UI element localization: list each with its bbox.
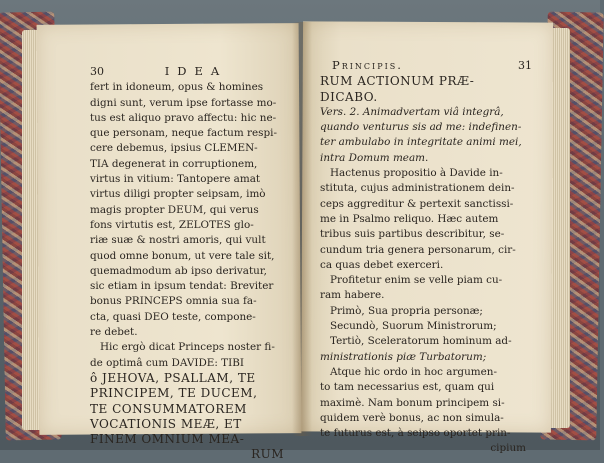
text-line: Hactenus propositio à Davide in- <box>330 167 503 180</box>
text-line: Vers. 2. Animadvertam viâ integrâ, <box>320 105 504 118</box>
text-line: TE CONSUMMATOREM <box>90 401 247 416</box>
text-line: RUM ACTIONUM PRÆ- <box>320 74 475 89</box>
text-line: ministrationis piæ Turbatorum; <box>320 350 487 363</box>
text-line: Tertiò, Sceleratorum hominum ad- <box>330 335 512 348</box>
text-line: ram habere. <box>320 289 385 302</box>
left-running-head <box>90 64 288 79</box>
text-line: cundum tria genera personarum, cir- <box>320 243 516 256</box>
text-line: PRINCIPEM, TE DUCEM, <box>90 386 258 401</box>
text-line: magis propter DEUM, qui verus <box>90 203 259 216</box>
text-line: FINEM OMNIUM MEA- <box>90 432 245 447</box>
text-line: to tam necessarius est, quam qui <box>320 381 495 394</box>
text-line: maximè. Nam bonum principem si- <box>320 396 505 409</box>
text-line: tus est aliquo pravo affectu: hic ne- <box>90 111 277 124</box>
text-line: DICABO. <box>320 89 378 104</box>
text-line: sic etiam in ipsum tendat: Breviter <box>90 280 274 293</box>
text-line: tribus suis partibus describitur, se- <box>320 228 505 241</box>
text-line: re debet. <box>90 326 138 339</box>
text-line: quod omne bonum, ut vere tale sit, <box>90 249 275 262</box>
text-line: VOCATIONIS MEÆ, ET <box>90 416 242 431</box>
text-line: RUM <box>251 447 284 462</box>
text-line: que personam, neque factum respi- <box>90 127 277 140</box>
text-line: ter ambulabo in integritate animi mei, <box>320 136 522 149</box>
text-line: TIA degenerat in corruptionem, <box>90 157 258 170</box>
text-line: Secundò, Suorum Ministrorum; <box>330 320 497 333</box>
page-edges-right <box>550 28 570 428</box>
right-page-number: 31 <box>518 59 532 72</box>
text-line: te futurus est, à seipso oportet prin- <box>320 427 511 440</box>
text-line: me in Psalmo reliquo. Hæc autem <box>320 212 499 225</box>
text-line: ô JEHOVA, PSALLAM, TE <box>90 370 256 385</box>
text-line: fert in idoneum, opus & homines <box>90 81 264 94</box>
text-line: virtus diligi propter seipsam, imò <box>90 188 266 201</box>
left-running-title: IDEA <box>164 64 228 78</box>
text-line: quemadmodum ab ipso derivatur, <box>90 264 267 277</box>
text-line: bonus PRINCEPS omnia sua fa- <box>90 295 257 308</box>
left-page-number: 30 <box>90 65 104 78</box>
text-line: cipium <box>490 442 526 455</box>
text-line: cere debemus, ipsius CLEMEN- <box>90 142 258 155</box>
text-line: virtus in vitium: Tantopere amat <box>90 173 261 186</box>
text-line: ca quas debet exerceri. <box>320 258 444 271</box>
text-line: fons virtutis est, ZELOTES glo- <box>90 218 254 231</box>
right-running-title: Principis. <box>332 58 403 72</box>
text-line: quidem verè bonus, ac non simula- <box>320 411 504 424</box>
text-line: digni sunt, verum ipse fortasse mo- <box>90 96 277 109</box>
text-line: Atque hic ordo in hoc argumen- <box>330 365 497 378</box>
text-line: quando venturus sis ad me: indefinen- <box>320 121 522 134</box>
text-line: ceps aggreditur & pertexit sanctissi- <box>320 197 514 210</box>
right-page-text <box>320 58 532 457</box>
text-line: cta, quasi DEO teste, compone- <box>90 310 256 323</box>
left-page-text <box>90 64 288 463</box>
text-line: de optimâ cum DAVIDE: TIBI <box>90 356 244 369</box>
right-running-head <box>320 58 532 73</box>
text-line: Hic ergò dicat Princeps noster fi- <box>100 341 275 354</box>
text-line: Primò, Sua propria personæ; <box>330 304 483 317</box>
text-line: Profitetur enim se velle piam cu- <box>330 274 503 287</box>
text-line: riæ suæ & nostri amoris, qui vult <box>90 234 266 247</box>
book-gutter <box>292 22 312 436</box>
text-line: intra Domum meam. <box>320 151 429 164</box>
text-line: stituta, cujus administrationem dein- <box>320 182 515 195</box>
